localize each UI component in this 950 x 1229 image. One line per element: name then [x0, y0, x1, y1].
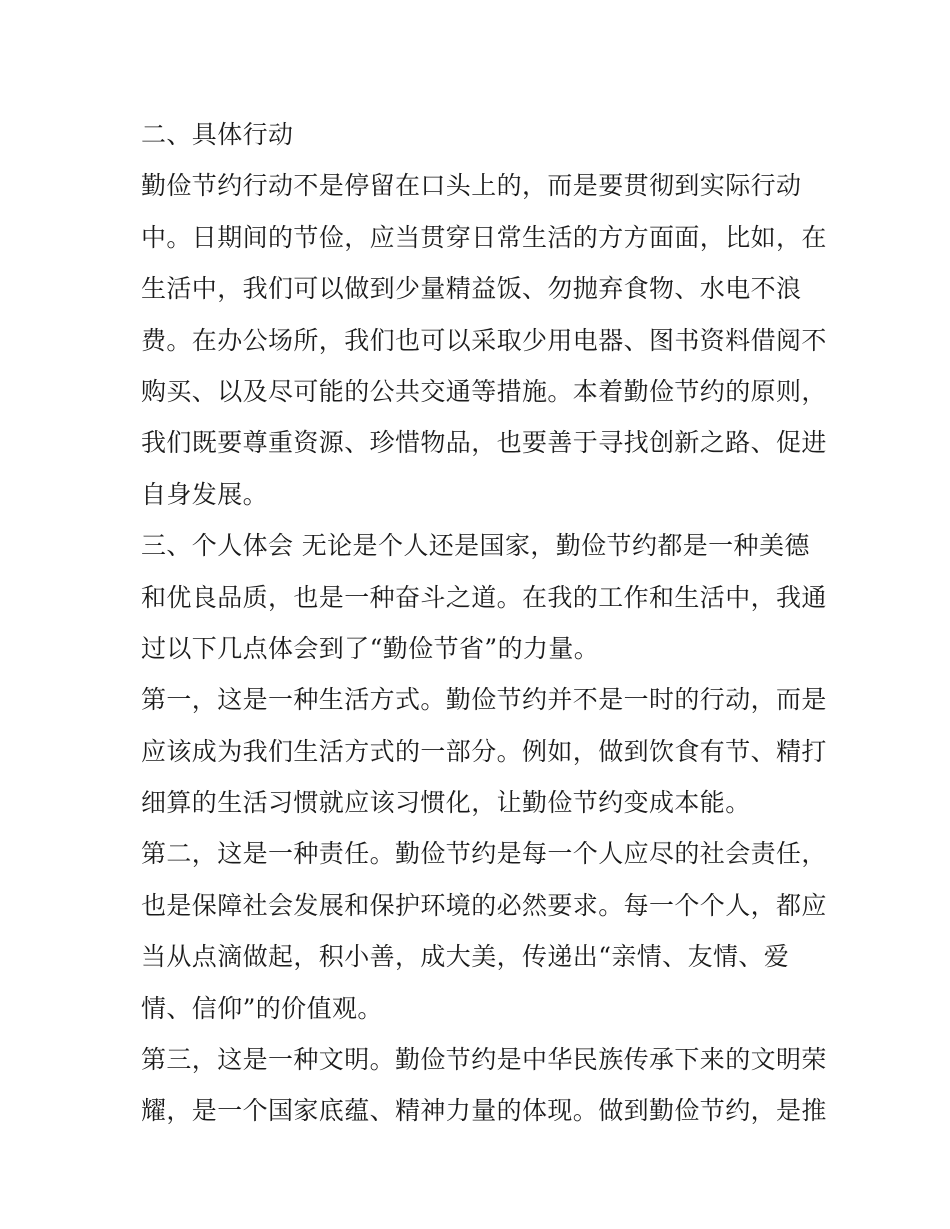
paragraph-line: 费。在办公场所，我们也可以采取少用电器、图书资料借阅不	[141, 325, 827, 355]
document-body	[141, 109, 827, 1137]
paragraph-line: 耀，是一个国家底蕴、精神力量的体现。做到勤俭节约，是推	[141, 1096, 827, 1126]
paragraph-line: 我们既要尊重资源、珍惜物品，也要善于寻找创新之路、促进	[141, 428, 827, 458]
paragraph-line: 过以下几点体会到了“勤俭节省”的力量。	[141, 633, 600, 663]
section-heading-reflection: 三、个人体会 无论是个人还是国家，勤俭节约都是一种美德	[141, 531, 810, 561]
paragraph-line: 中。日期间的节俭，应当贯穿日常生活的方方面面，比如，在	[141, 222, 827, 252]
point-three-line: 第三，这是一种文明。勤俭节约是中华民族传承下来的文明荣	[141, 1045, 827, 1075]
paragraph-line: 当从点滴做起，积小善，成大美，传递出“亲情、友情、爱	[141, 942, 790, 972]
point-one-line: 第一，这是一种生活方式。勤俭节约并不是一时的行动，而是	[141, 685, 827, 715]
paragraph-line: 生活中，我们可以做到少量精益饭、勿抛弃食物、水电不浪	[141, 274, 802, 304]
section-heading-actions: 二、具体行动	[141, 120, 294, 149]
paragraph-line: 也是保障社会发展和保护环境的必然要求。每一个个人，都应	[141, 890, 827, 920]
paragraph-line: 应该成为我们生活方式的一部分。例如，做到饮食有节、精打	[141, 736, 827, 766]
paragraph-line: 自身发展。	[141, 479, 269, 509]
paragraph-line: 和优良品质，也是一种奋斗之道。在我的工作和生活中，我通	[141, 582, 827, 612]
paragraph-line: 购买、以及尽可能的公共交通等措施。本着勤俭节约的原则，	[141, 376, 827, 406]
point-two-line: 第二，这是一种责任。勤俭节约是每一个人应尽的社会责任，	[141, 839, 827, 869]
paragraph-line: 细算的生活习惯就应该习惯化，让勤俭节约变成本能。	[141, 788, 751, 818]
paragraph-line: 勤俭节约行动不是停留在口头上的，而是要贯彻到实际行动	[141, 171, 802, 201]
paragraph-line: 情、信仰”的价值观。	[141, 993, 383, 1023]
